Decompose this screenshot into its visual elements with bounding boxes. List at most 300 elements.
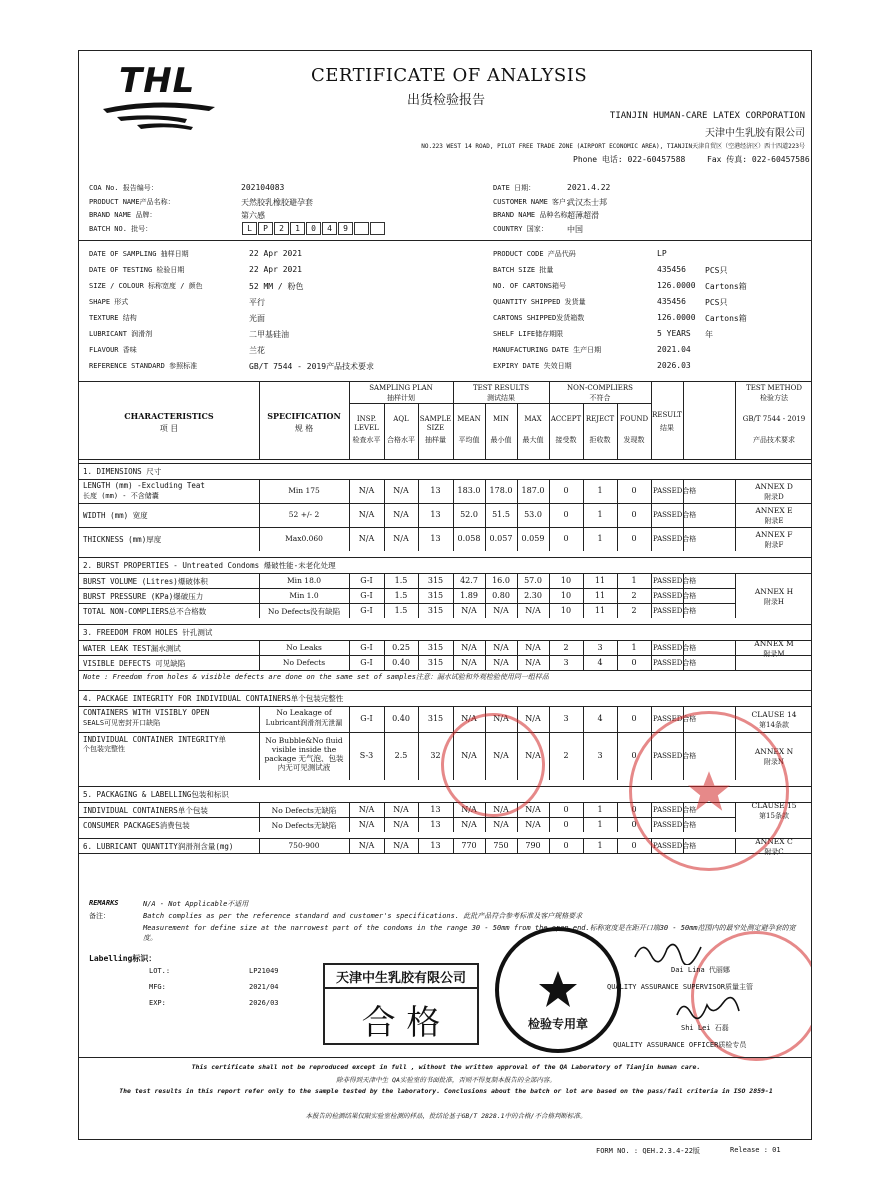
table-vline <box>517 603 518 618</box>
row-acc: 0 <box>563 534 569 543</box>
section-title: 5. PACKAGING & LABELLING包装和标识 <box>83 790 229 799</box>
detail-left-label: TEXTURE 结构 <box>89 314 137 322</box>
table-vline <box>485 479 486 503</box>
row-found: 0 <box>631 840 637 850</box>
table-vline <box>549 479 550 503</box>
detail-left-label: DATE OF SAMPLING 抽样日期 <box>89 250 189 258</box>
table-vline <box>735 655 736 670</box>
table-vline <box>517 817 518 832</box>
row-rej: 1 <box>597 510 603 519</box>
table-hline <box>79 624 812 625</box>
table-vline <box>583 479 584 503</box>
row-found: 2 <box>631 605 637 615</box>
footer-line2-text: The test results in this report refer only to the sample tested by the laboratory. Conclusions about the batch or lot are based on the pass/fail criteria in ISO 2859-1 <box>119 1087 773 1095</box>
row-specification: Min 175 <box>288 486 320 495</box>
batch-char-box: 9 <box>338 222 353 235</box>
aql-header-cn: 合格水平 <box>387 436 415 444</box>
row-characteristic-cn: SEALS可见密封开口缺陷 <box>83 719 161 727</box>
table-vline <box>384 603 385 618</box>
row-acc: 2 <box>563 751 569 760</box>
mean-header-cn: 平均值 <box>458 436 480 444</box>
row-result: PASSED合格 <box>653 715 697 723</box>
table-vline <box>583 603 584 618</box>
row-insp: G-I <box>360 714 373 723</box>
table-vline <box>384 655 385 670</box>
footer-line1: This certificate shall not be reproduced except in full , without the written approval of the QA Laboratory of Tianjin human care. <box>191 1063 701 1071</box>
row-method: ANNEX C <box>755 836 793 846</box>
row-characteristic: LENGTH (mm) -Excluding Teat <box>83 481 205 490</box>
row-mean: N/A <box>461 714 477 723</box>
row-insp: N/A <box>358 534 375 543</box>
company-address: NO.223 WEST 14 ROAD, PILOT FREE TRADE ZONE (AIRPORT ECONOMIC AREA), TIANJIN天津自贸区（空港经济区）西十四道223号 <box>421 143 805 150</box>
table-vline <box>651 588 652 603</box>
detail-right-label: NO. OF CARTONS箱号 <box>493 282 567 290</box>
row-specification-2: Lubricant润滑剂无泄漏 <box>265 719 343 727</box>
table-hline <box>79 557 812 558</box>
row-result: PASSED合格 <box>653 841 697 850</box>
row-method-cn: 附录M <box>763 649 785 658</box>
sample_size-header-cn: 抽样量 <box>425 436 446 444</box>
red-star-icon <box>687 769 731 813</box>
logo-swoosh-icon <box>97 95 215 135</box>
detail-right-unit: PCS只 <box>705 298 728 307</box>
table-vline <box>259 706 260 732</box>
signature-scribble-icon <box>631 935 711 965</box>
table-vline <box>583 838 584 853</box>
table-vline <box>384 479 385 503</box>
company-fax: Fax 传真: 022-60457586 <box>707 155 810 164</box>
row-max: 57.0 <box>524 575 542 585</box>
table-vline <box>735 503 736 527</box>
detail-right-unit: 年 <box>705 330 713 339</box>
table-vline <box>583 573 584 588</box>
qo-signature <box>673 995 743 1021</box>
row-rej: 11 <box>594 605 606 615</box>
table-vline <box>259 640 260 655</box>
table-vline <box>549 706 550 732</box>
table-vline <box>259 603 260 618</box>
row-method-cn: 附录E <box>764 517 784 525</box>
row-result: PASSED合格 <box>653 752 697 760</box>
row-rej: 1 <box>597 840 603 850</box>
table-vline <box>735 381 736 459</box>
row-characteristic: THICKNESS (mm)厚度 <box>83 535 162 544</box>
table-vline <box>384 732 385 780</box>
remarks-label-cn: 备注： <box>89 912 110 920</box>
method-value-cn: 产品技术要求 <box>753 436 795 444</box>
table-vline <box>517 503 518 527</box>
row-insp: N/A <box>358 819 375 829</box>
table-vline <box>485 527 486 551</box>
noncompliers-header: NON-COMPLIERS <box>567 384 633 392</box>
detail-left-value: 平行 <box>249 298 265 307</box>
info-left-label: BRAND NAME 品牌： <box>89 211 157 219</box>
table-vline <box>735 527 736 551</box>
detail-left-value: 52 MM / 粉色 <box>249 282 304 291</box>
batch-char-box <box>354 222 369 235</box>
table-vline <box>259 655 260 670</box>
row-characteristic: TOTAL NON-COMPLIERS总不合格数 <box>83 606 207 616</box>
release-number: Release : 01 <box>730 1146 781 1154</box>
table-vline <box>349 732 350 780</box>
row-min: 0.057 <box>489 534 513 543</box>
min-header-cn: 最小值 <box>490 436 512 444</box>
table-vline <box>453 640 454 655</box>
row-size: 13 <box>430 840 441 850</box>
table-vline <box>384 573 385 588</box>
table-vline <box>485 817 486 832</box>
table-vline <box>517 655 518 670</box>
row-aql: N/A <box>393 819 409 829</box>
info-left-label: BATCH NO. 批号： <box>89 224 153 233</box>
table-vline <box>549 527 550 551</box>
characteristics-header-cn: 项 目 <box>159 424 179 433</box>
qa-officer-title: QUALITY ASSURANCE OFFICER质检专员 <box>613 1041 747 1049</box>
row-method: ANNEX N <box>754 747 794 756</box>
row-acc: 2 <box>563 642 569 652</box>
row-result: PASSED合格 <box>653 487 697 495</box>
sampling-plan-header-cn: 抽样计划 <box>387 394 415 402</box>
row-method: ANNEX H <box>754 586 794 596</box>
row-method-cn: 附录N <box>763 758 785 766</box>
row-aql: N/A <box>393 804 409 814</box>
row-aql: 1.5 <box>394 590 408 600</box>
row-characteristic: BURST PRESSURE (KPa)爆破压力 <box>83 591 204 601</box>
table-vline <box>349 706 350 732</box>
remarks-line2-text: Measurement for define size at the narrowest part of the condoms in the range 30 - 50mm from the open end.标称宽度是在距开口端30 - 50mm范围内的最窄处测定避孕套的宽度。 <box>143 924 796 942</box>
row-min: 178.0 <box>489 486 513 495</box>
detail-right-value: 435456 <box>657 265 686 274</box>
row-specification: No Defects无缺陷 <box>271 820 337 830</box>
row-min: 0.80 <box>492 590 510 600</box>
row-min: N/A <box>493 657 509 667</box>
table-hline <box>453 403 549 404</box>
table-vline <box>683 588 684 603</box>
signature-scribble-icon-2 <box>673 995 743 1021</box>
table-vline <box>617 817 618 832</box>
company-name: TIANJIN HUMAN-CARE LATEX CORPORATION <box>609 111 805 121</box>
row-rej: 3 <box>597 642 603 652</box>
row-aql: N/A <box>393 534 409 543</box>
table-hline <box>79 527 812 528</box>
detail-right-value: 5 YEARS <box>657 329 691 338</box>
row-characteristic: VISIBLE DEFECTS 可见缺陷 <box>83 658 186 668</box>
reject-header: REJECT <box>585 415 615 423</box>
table-vline <box>384 817 385 832</box>
row-mean: 0.058 <box>457 534 481 543</box>
red-seal-stamp-2 <box>629 711 789 871</box>
row-rej: 3 <box>597 751 603 760</box>
table-vline <box>517 479 518 503</box>
table-vline <box>583 527 584 551</box>
row-size: 13 <box>430 510 441 519</box>
table-vline <box>517 573 518 588</box>
row-rej: 4 <box>597 714 603 723</box>
result-header-cn: 结果 <box>660 424 674 432</box>
row-method-cn: 附录F <box>764 541 784 549</box>
row-rej: 4 <box>597 657 603 667</box>
table-vline <box>651 503 652 527</box>
detail-left-value: 22 Apr 2021 <box>249 249 302 258</box>
row-mean: 52.0 <box>460 510 478 519</box>
table-vline <box>453 588 454 603</box>
row-method: ANNEX D <box>755 482 793 491</box>
footer-line1-cn: 除非得到天津中生 QA实验室的书面批准，否则不得复制本报告的全部内容。 <box>336 1076 556 1084</box>
table-vline <box>418 588 419 603</box>
table-vline <box>349 503 350 527</box>
row-characteristic-cn: 个包装完整性 <box>83 745 125 753</box>
labelling-key: MFG: <box>149 983 166 991</box>
section-title: 2. BURST PROPERTIES - Untreated Condoms 爆破性能-未老化处理 <box>83 561 336 570</box>
row-max: 790 <box>525 840 541 850</box>
insp_level-header: INSP. LEVEL <box>354 415 379 432</box>
info-left-value: 第六感 <box>241 211 265 220</box>
table-vline <box>617 640 618 655</box>
info-right-value: 武汉杰士邦 <box>567 197 607 207</box>
table-vline <box>384 706 385 732</box>
table-vline <box>617 655 618 670</box>
accept-header-cn: 接受数 <box>555 436 577 444</box>
row-mean: 770 <box>461 840 477 850</box>
table-vline <box>384 802 385 817</box>
noncompliers-header-cn: 不符合 <box>589 394 611 402</box>
row-min: N/A <box>493 642 509 652</box>
table-vline <box>418 732 419 780</box>
remarks-label: REMARKS <box>89 899 119 907</box>
table-vline <box>549 802 550 817</box>
row-min: N/A <box>493 605 509 615</box>
row-rej: 1 <box>597 534 603 543</box>
row-mean: N/A <box>461 605 477 615</box>
table-vline <box>485 588 486 603</box>
detail-left-value: GB/T 7544 - 2019产品技术要求 <box>249 362 375 371</box>
row-method-cn: 附录H <box>763 597 785 606</box>
table-vline <box>617 503 618 527</box>
info-right-label: CUSTOMER NAME 客户： <box>493 197 574 206</box>
info-right-label: BRAND NAME 品种名称： <box>493 211 575 219</box>
row-characteristic-cn: 长度 (mm) - 不含储囊 <box>83 492 159 500</box>
row-result: PASSED合格 <box>653 535 697 543</box>
row-characteristic: INDIVIDUAL CONTAINERS单个包装 <box>83 805 208 815</box>
stamp-pass: 合 格 <box>361 1003 441 1043</box>
row-mean: N/A <box>461 819 477 829</box>
batch-char-box: 2 <box>274 222 289 235</box>
batch-char-box: 0 <box>306 222 321 235</box>
table-hline <box>79 459 812 460</box>
table-vline <box>549 603 550 618</box>
labelling-key: EXP: <box>149 999 166 1007</box>
row-size: 315 <box>427 642 444 652</box>
table-hline <box>549 403 651 404</box>
row-size: 315 <box>427 590 444 600</box>
row-aql: N/A <box>393 840 409 850</box>
row-specification: No Bubble&No fluid visible inside the package 无气泡、包装内无可见测试液 <box>264 736 344 772</box>
row-size: 315 <box>427 714 444 723</box>
table-vline <box>583 640 584 655</box>
sampling-plan-header: SAMPLING PLAN <box>369 384 433 392</box>
qa-signature <box>631 935 711 965</box>
table-hline <box>349 403 453 404</box>
table-vline <box>349 655 350 670</box>
row-size: 13 <box>430 534 441 543</box>
table-vline <box>453 603 454 618</box>
table-vline <box>549 640 550 655</box>
table-vline <box>259 573 260 588</box>
table-vline <box>349 838 350 853</box>
row-method-cn: 附录C <box>764 847 784 856</box>
table-vline <box>549 838 550 853</box>
logo-text: THL <box>119 61 196 101</box>
row-found: 0 <box>631 534 637 543</box>
table-vline <box>583 802 584 817</box>
detail-left-label: REFERENCE STANDARD 参照标准 <box>89 362 198 370</box>
table-vline <box>517 640 518 655</box>
table-vline <box>259 732 260 780</box>
row-result: PASSED合格 <box>653 591 697 600</box>
row-aql: 1.5 <box>394 605 408 615</box>
row-acc: 3 <box>563 657 569 667</box>
row-insp: N/A <box>358 486 375 495</box>
qc-seal-text: 检验专用章 <box>527 1017 588 1031</box>
row-result: PASSED合格 <box>653 820 697 829</box>
holes-note: Note : Freedom from holes & visible defects are done on the same set of samples注意：漏水试验和外观检验使用同一组样品 <box>83 673 549 681</box>
qualified-stamp <box>323 963 479 1045</box>
table-vline <box>617 838 618 853</box>
table-vline <box>453 503 454 527</box>
table-vline <box>683 603 684 618</box>
labelling-key: LOT.: <box>149 967 171 975</box>
row-characteristic: WATER LEAK TEST漏水测试 <box>83 643 181 653</box>
batch-char-box: P <box>258 222 273 235</box>
info-left-value: 天然胶乳橡胶避孕套 <box>241 197 313 207</box>
max-header-cn: 最大值 <box>522 436 544 444</box>
row-result: PASSED合格 <box>653 606 697 615</box>
method-header: TEST METHOD <box>746 384 802 392</box>
row-size: 13 <box>430 804 441 814</box>
row-max: 2.30 <box>524 590 542 600</box>
table-vline <box>418 655 419 670</box>
table-hline <box>79 573 812 574</box>
detail-right-label: QUANTITY SHIPPED 发货量 <box>493 298 586 306</box>
table-vline <box>617 802 618 817</box>
row-max: N/A <box>525 605 541 615</box>
row-min: N/A <box>493 819 509 829</box>
row-mean: N/A <box>461 642 477 652</box>
remarks-line1: Batch complies as per the reference standard and customer's specifications. 此批产品符合参考标准及客户规格要求 <box>143 912 583 920</box>
labelling-value: 2021/04 <box>249 983 279 991</box>
row-found: 0 <box>631 486 637 495</box>
table-vline <box>583 732 584 780</box>
table-vline <box>583 588 584 603</box>
row-characteristic: CONSUMER PACKAGES消费包装 <box>83 820 190 830</box>
row-rej: 1 <box>597 819 603 829</box>
table-vline <box>453 706 454 732</box>
section-title: 3. FREEDOM FROM HOLES 针孔测试 <box>83 628 213 637</box>
star-icon <box>538 969 578 1009</box>
row-found: 0 <box>631 751 637 760</box>
batch-char-box: 4 <box>322 222 337 235</box>
remarks-na: N/A - Not Applicable不适用 <box>143 900 249 908</box>
info-left-label: PRODUCT NAME产品名称： <box>89 197 175 206</box>
row-max: 187.0 <box>521 486 545 495</box>
row-acc: 0 <box>563 804 569 814</box>
table-vline <box>349 527 350 551</box>
detail-right-value: 126.0000 <box>657 313 696 322</box>
found-header-cn: 发现数 <box>623 436 645 444</box>
table-vline <box>617 479 618 503</box>
table-vline <box>549 573 550 588</box>
certificate <box>78 50 812 1140</box>
thl-logo <box>97 61 215 135</box>
row-method-cn: 附录D <box>764 493 784 501</box>
mean-header: MEAN <box>457 415 481 423</box>
table-vline <box>259 838 260 853</box>
table-vline <box>349 588 350 603</box>
table-hline <box>79 479 812 480</box>
qa-supervisor-title: QUALITY ASSURANCE SUPERVISOR质量主管 <box>607 983 754 991</box>
row-specification: No Defects无缺陷 <box>271 805 337 815</box>
company-name-cn: 天津中生乳胶有限公司 <box>705 128 805 139</box>
row-specification: Min 18.0 <box>287 575 321 585</box>
info-right-value: 2021.4.22 <box>567 183 611 192</box>
row-min: 51.5 <box>492 510 510 519</box>
table-vline <box>485 503 486 527</box>
labelling-value: LP21049 <box>249 967 279 975</box>
table-vline <box>418 706 419 732</box>
row-aql: 2.5 <box>394 751 408 760</box>
row-aql: 1.5 <box>394 575 408 585</box>
batch-number-boxes <box>242 222 402 236</box>
table-vline <box>549 817 550 832</box>
test-results-header-cn: 测试结果 <box>487 394 515 402</box>
table-vline <box>517 527 518 551</box>
labelling-title: Labelling标识： <box>89 954 157 963</box>
table-vline <box>683 503 684 527</box>
table-vline <box>418 817 419 832</box>
table-hline <box>79 463 812 464</box>
table-vline <box>453 573 454 588</box>
detail-right-label: EXPIRY DATE 失效日期 <box>493 362 572 370</box>
row-size: 13 <box>430 819 441 829</box>
row-min: 16.0 <box>492 575 510 585</box>
row-max: N/A <box>525 819 541 829</box>
table-vline <box>418 403 419 459</box>
detail-right-label: CARTONS SHIPPED发货箱数 <box>493 314 585 322</box>
row-acc: 10 <box>560 590 572 600</box>
table-vline <box>683 479 684 503</box>
table-vline <box>617 732 618 780</box>
info-left-label: COA No. 报告编号： <box>89 184 158 192</box>
row-characteristic: INDIVIDUAL CONTAINER INTEGRITY单 <box>83 735 226 744</box>
table-vline <box>453 802 454 817</box>
detail-right-value: LP <box>657 249 667 258</box>
table-vline <box>683 527 684 551</box>
row-specification: Min 1.0 <box>289 590 319 600</box>
row-found: 0 <box>631 657 637 667</box>
row-found: 1 <box>631 575 637 585</box>
sample_size-header: SAMPLE SIZE <box>419 415 452 432</box>
table-vline <box>485 640 486 655</box>
row-max: N/A <box>525 751 541 760</box>
specification-header: SPECIFICATION <box>267 411 341 421</box>
row-specification: No Defects <box>282 657 326 667</box>
table-hline <box>79 603 735 604</box>
max-header: MAX <box>524 415 542 423</box>
table-vline <box>349 381 350 459</box>
table-vline <box>683 655 684 670</box>
method-value: GB/T 7544 - 2019 <box>742 415 806 423</box>
footer-line3-cn: 本报告的检测结果仅限实验室检测的样品，批结论基于GB/T 2828.1中的合格/不合格判断标准。 <box>305 1112 587 1120</box>
